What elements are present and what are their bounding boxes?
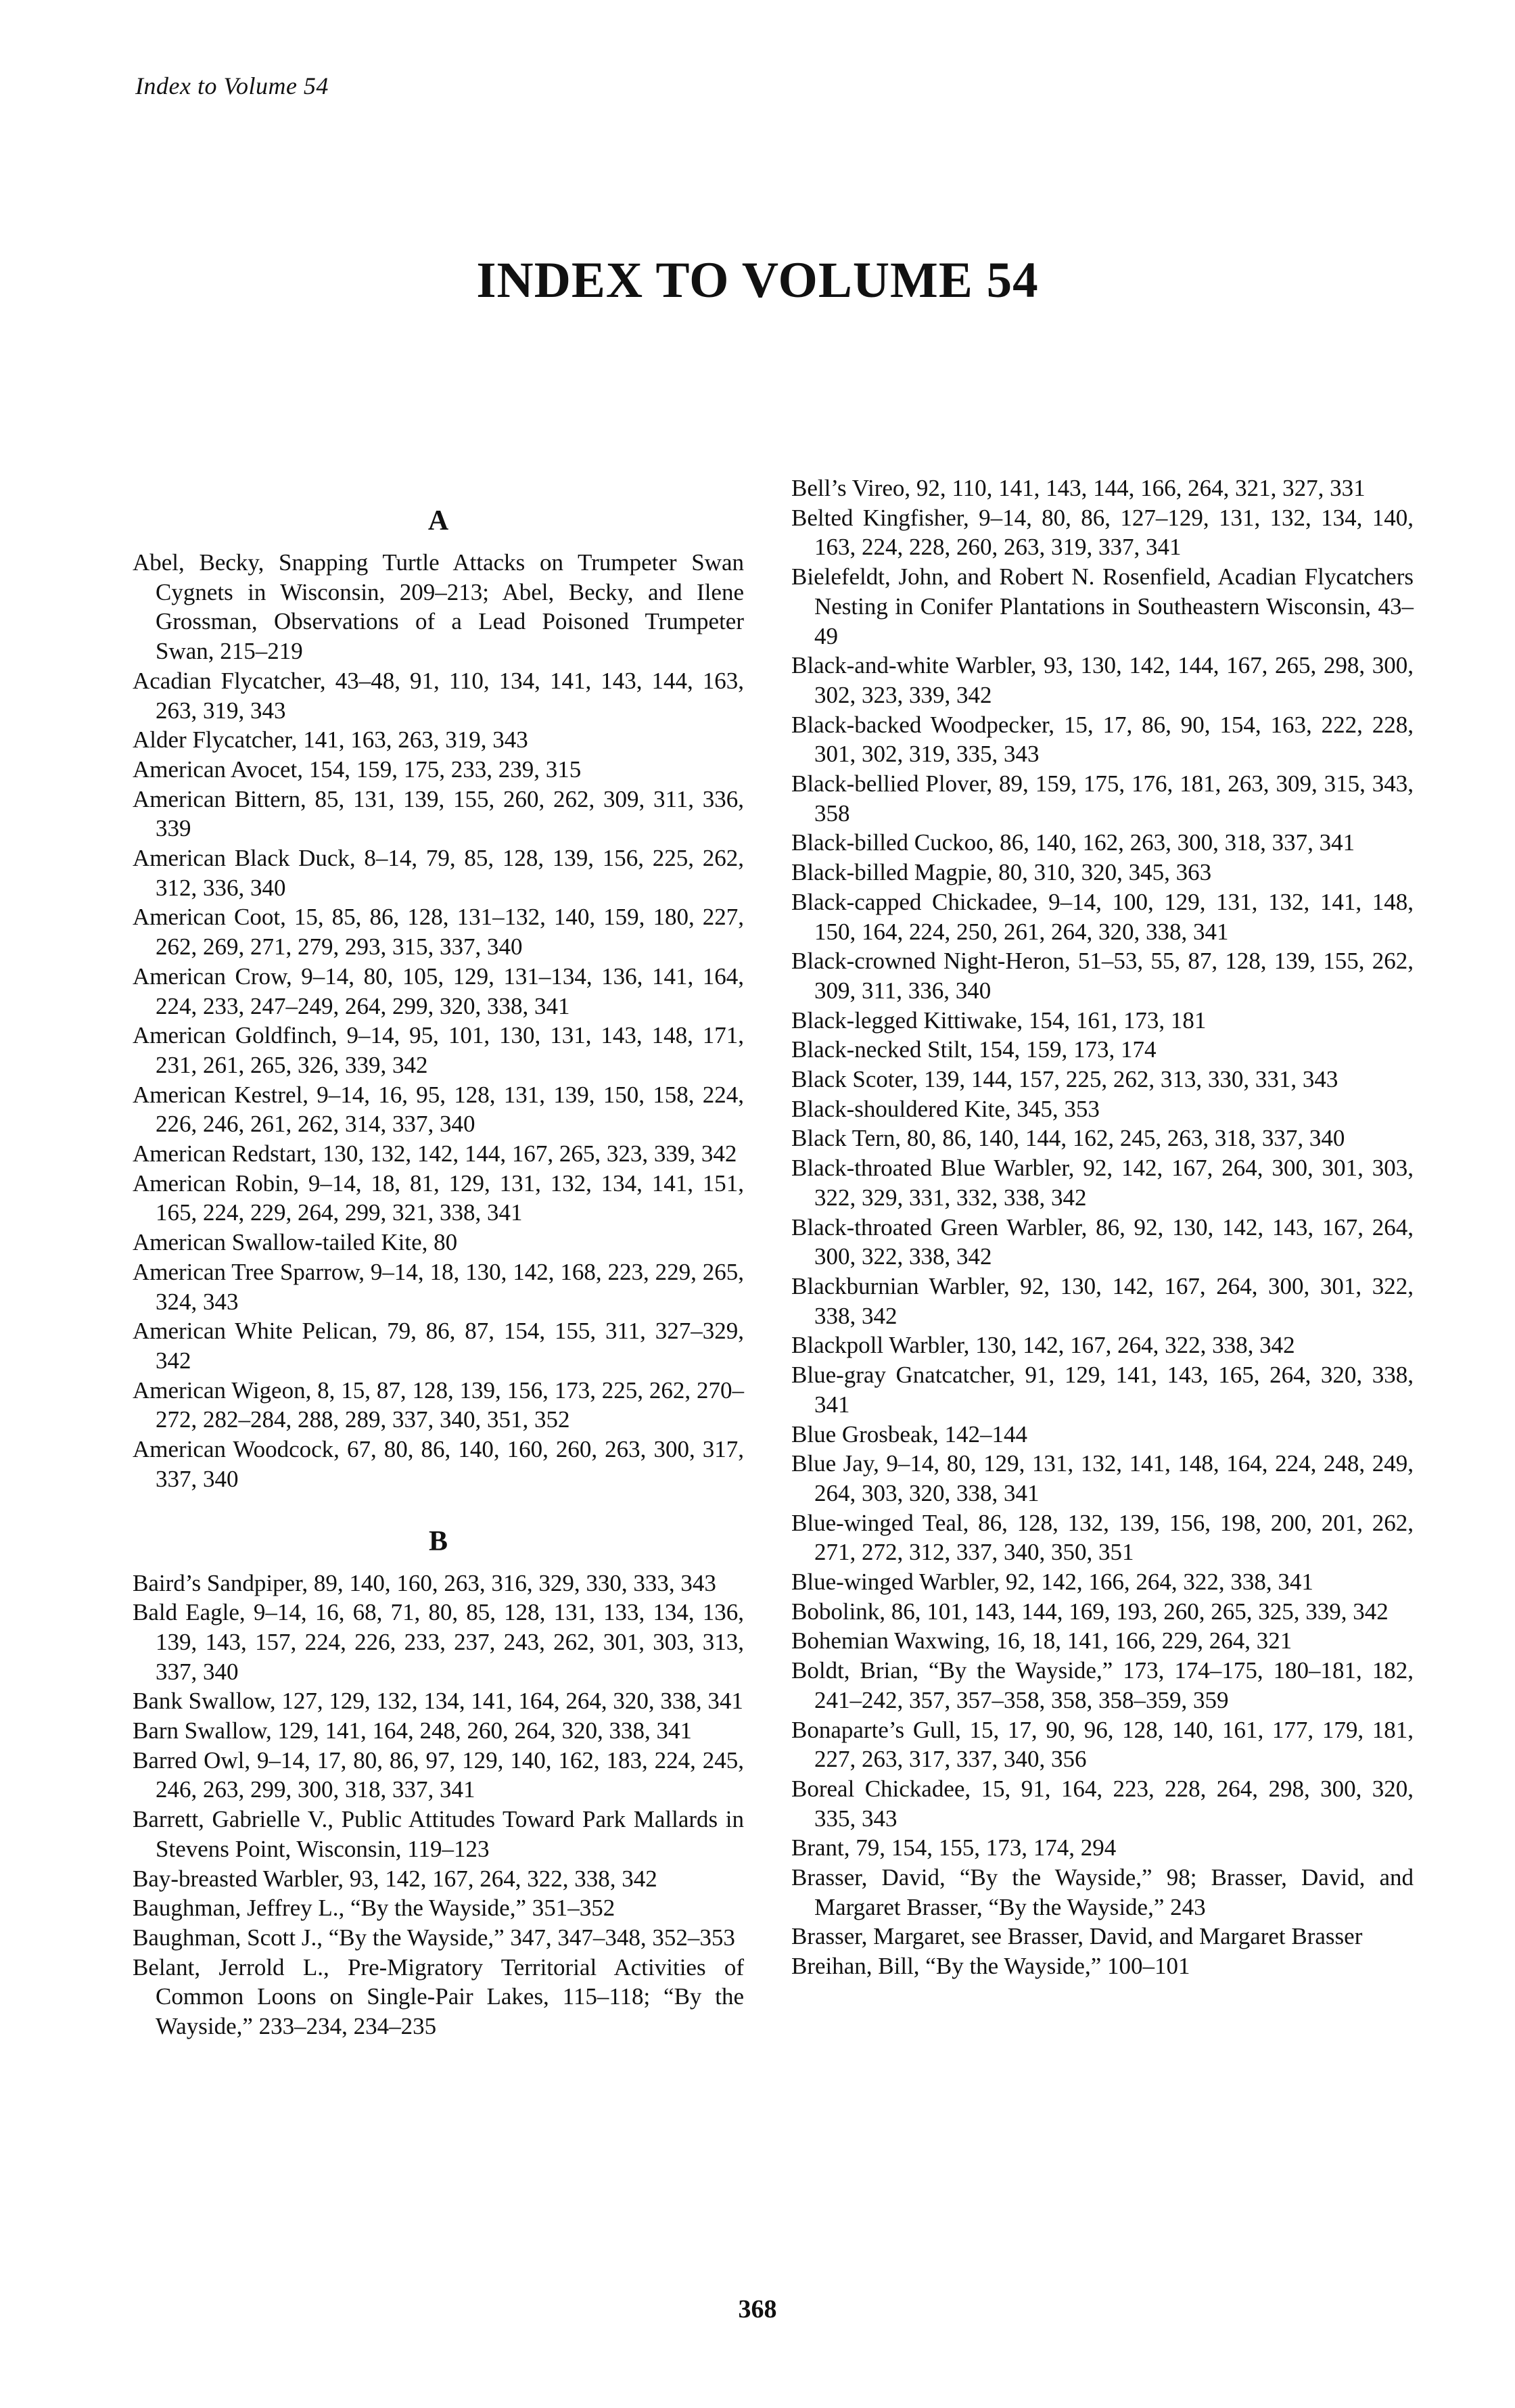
section-b-continued-entries <box>791 473 1414 1981</box>
index-entry: Belted Kingfisher, 9–14, 80, 86, 127–129, 131, 132, 134, 140, 163, 224, 228, 260, 263, 319, 337, 341 <box>791 504 1414 561</box>
section-letter-a: A <box>427 505 449 536</box>
index-entry: American Swallow-tailed Kite, 80 <box>133 1229 458 1256</box>
index-entry: Blackpoll Warbler, 130, 142, 167, 264, 322, 338, 342 <box>791 1332 1295 1359</box>
index-entry: Barrett, Gabrielle V., Public Attitudes Toward Park Mallards in Stevens Point, Wisconsin, 119–123 <box>133 1806 744 1862</box>
index-entry: Bonaparte’s Gull, 15, 17, 90, 96, 128, 140, 161, 177, 179, 181, 227, 263, 317, 337, 340, 356 <box>791 1716 1414 1773</box>
index-entry: Black Tern, 80, 86, 140, 144, 162, 245, 263, 318, 337, 340 <box>791 1125 1345 1152</box>
index-entry: American Black Duck, 8–14, 79, 85, 128, 139, 156, 225, 262, 312, 336, 340 <box>133 845 744 901</box>
index-entry: American Crow, 9–14, 80, 105, 129, 131–134, 136, 141, 164, 224, 233, 247–249, 264, 299, 320, 338, 341 <box>133 963 744 1019</box>
index-entry: Abel, Becky, Snapping Turtle Attacks on Trumpeter Swan Cygnets in Wisconsin, 209–213; Abel, Becky, and Ilene Grossman, Observations of a Lead Poisoned Trumpeter Swan, 215–219 <box>133 549 744 665</box>
index-entry: Blue Grosbeak, 142–144 <box>791 1420 1027 1448</box>
index-entry: Black Scoter, 139, 144, 157, 225, 262, 313, 330, 331, 343 <box>791 1066 1338 1093</box>
index-entry: American Wigeon, 8, 15, 87, 128, 139, 156, 173, 225, 262, 270–272, 282–284, 288, 289, 337, 340, 351, 352 <box>133 1376 744 1433</box>
index-entry: Baughman, Jeffrey L., “By the Wayside,” 351–352 <box>133 1895 615 1922</box>
index-entry: American Avocet, 154, 159, 175, 233, 239, 315 <box>133 756 582 783</box>
index-entry: Black-backed Woodpecker, 15, 17, 86, 90, 154, 163, 222, 228, 301, 302, 319, 335, 343 <box>791 711 1414 768</box>
index-entry: American Woodcock, 67, 80, 86, 140, 160, 260, 263, 300, 317, 337, 340 <box>133 1436 744 1492</box>
index-entry: Black-necked Stilt, 154, 159, 173, 174 <box>791 1036 1157 1063</box>
index-entry: Belant, Jerrold L., Pre-Migratory Territorial Activities of Common Loons on Single-Pair Lakes, 115–118; “By the Wayside,” 233–234, 234–235 <box>133 1953 744 2040</box>
index-entry: American Goldfinch, 9–14, 95, 101, 130, 131, 143, 148, 171, 231, 261, 265, 326, 339, 342 <box>133 1022 744 1078</box>
index-entry: Black-billed Magpie, 80, 310, 320, 345, 363 <box>791 859 1212 886</box>
section-b-entries <box>133 1569 744 2041</box>
index-entry: Black-shouldered Kite, 345, 353 <box>791 1095 1100 1122</box>
page-number: 368 <box>738 2295 777 2323</box>
index-entry: Barred Owl, 9–14, 17, 80, 86, 97, 129, 140, 162, 183, 224, 245, 246, 263, 299, 300, 318, 337, 341 <box>133 1746 744 1803</box>
section-letter-b: B <box>428 1525 448 1557</box>
index-entry: American Tree Sparrow, 9–14, 18, 130, 142, 168, 223, 229, 265, 324, 343 <box>133 1258 744 1315</box>
index-entry: Bank Swallow, 127, 129, 132, 134, 141, 164, 264, 320, 338, 341 <box>133 1688 743 1715</box>
index-entry: American Redstart, 130, 132, 142, 144, 167, 265, 323, 339, 342 <box>133 1140 737 1167</box>
index-entry: Black-throated Blue Warbler, 92, 142, 167, 264, 300, 301, 303, 322, 329, 331, 332, 338, 342 <box>791 1155 1414 1211</box>
index-entry: Barn Swallow, 129, 141, 164, 248, 260, 264, 320, 338, 341 <box>133 1717 693 1744</box>
index-entry: Baughman, Scott J., “By the Wayside,” 347, 347–348, 352–353 <box>133 1924 735 1951</box>
index-entry: Acadian Flycatcher, 43–48, 91, 110, 134, 141, 143, 144, 163, 263, 319, 343 <box>133 667 744 724</box>
section-a-entries <box>133 548 744 1494</box>
index-entry: Black-and-white Warbler, 93, 130, 142, 144, 167, 265, 298, 300, 302, 323, 339, 342 <box>791 652 1414 708</box>
index-entry: Black-throated Green Warbler, 86, 92, 130, 142, 143, 167, 264, 300, 322, 338, 342 <box>791 1213 1414 1270</box>
index-entry: Black-legged Kittiwake, 154, 161, 173, 181 <box>791 1006 1207 1034</box>
index-entry: American Robin, 9–14, 18, 81, 129, 131, 132, 134, 141, 151, 165, 224, 229, 264, 299, 321, 338, 341 <box>133 1170 744 1226</box>
index-entry: Brant, 79, 154, 155, 173, 174, 294 <box>791 1834 1117 1861</box>
running-head: Index to Volume 54 <box>135 72 329 99</box>
index-entry: Brasser, Margaret, see Brasser, David, and Margaret Brasser <box>791 1923 1363 1950</box>
index-entry: Blue-winged Warbler, 92, 142, 166, 264, 322, 338, 341 <box>791 1569 1313 1596</box>
index-entry: Blue-winged Teal, 86, 128, 132, 139, 156, 198, 200, 201, 262, 271, 272, 312, 337, 340, 350, 351 <box>791 1509 1414 1566</box>
index-entry: American Bittern, 85, 131, 139, 155, 260, 262, 309, 311, 336, 339 <box>133 785 744 842</box>
index-entry: Black-bellied Plover, 89, 159, 175, 176, 181, 263, 309, 315, 343, 358 <box>791 770 1414 827</box>
index-entry: Blackburnian Warbler, 92, 130, 142, 167, 264, 300, 301, 322, 338, 342 <box>791 1272 1414 1329</box>
index-entry: Bobolink, 86, 101, 143, 144, 169, 193, 260, 265, 325, 339, 342 <box>791 1598 1389 1625</box>
index-entry: Boreal Chickadee, 15, 91, 164, 223, 228, 264, 298, 300, 320, 335, 343 <box>791 1775 1414 1832</box>
index-entry: Alder Flycatcher, 141, 163, 263, 319, 343 <box>133 726 528 754</box>
index-entry: Bohemian Waxwing, 16, 18, 141, 166, 229, 264, 321 <box>791 1627 1292 1654</box>
index-entry: Blue-gray Gnatcatcher, 91, 129, 141, 143, 165, 264, 320, 338, 341 <box>791 1362 1414 1418</box>
page-title: INDEX TO VOLUME 54 <box>476 252 1039 308</box>
index-entry: Blue Jay, 9–14, 80, 129, 131, 132, 141, 148, 164, 224, 248, 249, 264, 303, 320, 338, 341 <box>791 1450 1414 1506</box>
index-entry: Bielefeldt, John, and Robert N. Rosenfield, Acadian Flycatchers Nesting in Conifer Plantations in Southeastern Wisconsin, 43–49 <box>791 563 1414 649</box>
index-entry: Bell’s Vireo, 92, 110, 141, 143, 144, 166, 264, 321, 327, 331 <box>791 475 1366 501</box>
index-entry: American Coot, 15, 85, 86, 128, 131–132, 140, 159, 180, 227, 262, 269, 271, 279, 293, 315, 337, 340 <box>133 904 744 960</box>
index-entry: American Kestrel, 9–14, 16, 95, 128, 131, 139, 150, 158, 224, 226, 246, 261, 262, 314, 337, 340 <box>133 1081 744 1138</box>
index-entry: Bay-breasted Warbler, 93, 142, 167, 264, 322, 338, 342 <box>133 1865 657 1892</box>
index-entry: Breihan, Bill, “By the Wayside,” 100–101 <box>791 1953 1190 1980</box>
index-entry: Baird’s Sandpiper, 89, 140, 160, 263, 316, 329, 330, 333, 343 <box>133 1569 716 1596</box>
right-column <box>791 473 1414 1981</box>
index-entry: Brasser, David, “By the Wayside,” 98; Brasser, David, and Margaret Brasser, “By the Wayside,” 243 <box>791 1864 1414 1920</box>
index-entry: Black-capped Chickadee, 9–14, 100, 129, 131, 132, 141, 148, 150, 164, 224, 250, 261, 264, 320, 338, 341 <box>791 888 1414 945</box>
left-column <box>133 501 744 2041</box>
index-entry: Bald Eagle, 9–14, 16, 68, 71, 80, 85, 128, 131, 133, 134, 136, 139, 143, 157, 224, 226, 233, 237, 243, 262, 301, 303, 313, 337, 340 <box>133 1599 744 1685</box>
index-entry: Black-billed Cuckoo, 86, 140, 162, 263, 300, 318, 337, 341 <box>791 829 1355 856</box>
index-entry: Boldt, Brian, “By the Wayside,” 173, 174–175, 180–181, 182, 241–242, 357, 357–358, 358, 358–359, 359 <box>791 1657 1414 1713</box>
index-entry: Black-crowned Night-Heron, 51–53, 55, 87, 128, 139, 155, 262, 309, 311, 336, 340 <box>791 948 1414 1004</box>
index-entry: American White Pelican, 79, 86, 87, 154, 155, 311, 327–329, 342 <box>133 1318 744 1374</box>
